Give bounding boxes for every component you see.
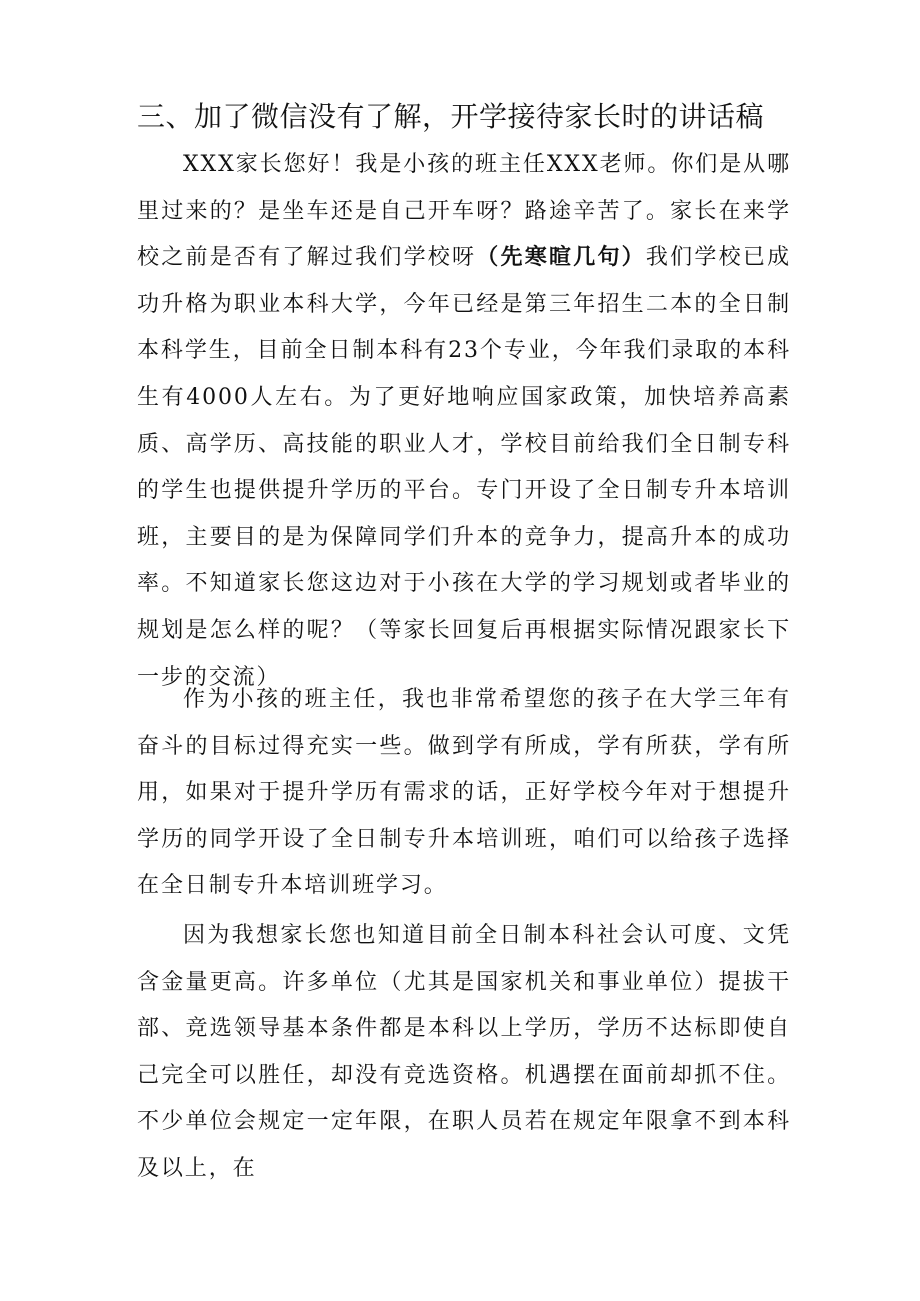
paragraph-text: 我们学校已成功升格为职业本科大学，今年已经是第三年招生二本的全日制本科学生，目前全日制本科有23个专业，今年我们录取的本科生有4000人左右。为了更好地响应国家政策，加快培养高素质、高学历、高技能的职业人才，学校目前给我们全日制专科的学生也提供提升学历的平台。专门开设了全日制专升本培训班，主要目的是为保障同学们升本的竞争力，提高升本的成功率。不知道家长您这边对于小孩在大学的学习规划或者毕业的规划是怎么样的呢？（等家长回复后再根据实际情况跟家长下一步的交流）	[137, 245, 791, 690]
paragraph-goals: 作为小孩的班主任，我也非常希望您的孩子在大学三年有奋斗的目标过得充实一些。做到学有所成，学有所获，学有所用，如果对于提升学历有需求的话，正好学校今年对于想提升学历的同学开设了全日制专升本培训班，咱们可以给孩子选择在全日制专升本培训班学习。	[137, 687, 791, 899]
paragraph-greeting	[137, 142, 791, 701]
paragraph-reasons: 因为我想家长您也知道目前全日制本科社会认可度、文凭含金量更高。许多单位（尤其是国家机关和事业单位）提拔干部、竞选领导基本条件都是本科以上学历，学历不达标即使自己完全可以胜任，却没有竞选资格。机遇摆在面前却抓不住。不少单位会规定一定年限，在职人员若在规定年限拿不到本科及以上，在	[137, 923, 791, 1181]
document-title: 三、加了微信没有了解，开学接待家长时的讲话稿	[137, 100, 765, 133]
paragraph-text: XXX家长您好！我是小孩的班主任XXX老师。你们是从哪里过来的？是坐车还是自己开车呀？路途辛苦了。家长在来学校之前是否有了解过我们学校呀	[137, 152, 791, 271]
bold-note: （先寒暄几句）	[476, 245, 646, 271]
